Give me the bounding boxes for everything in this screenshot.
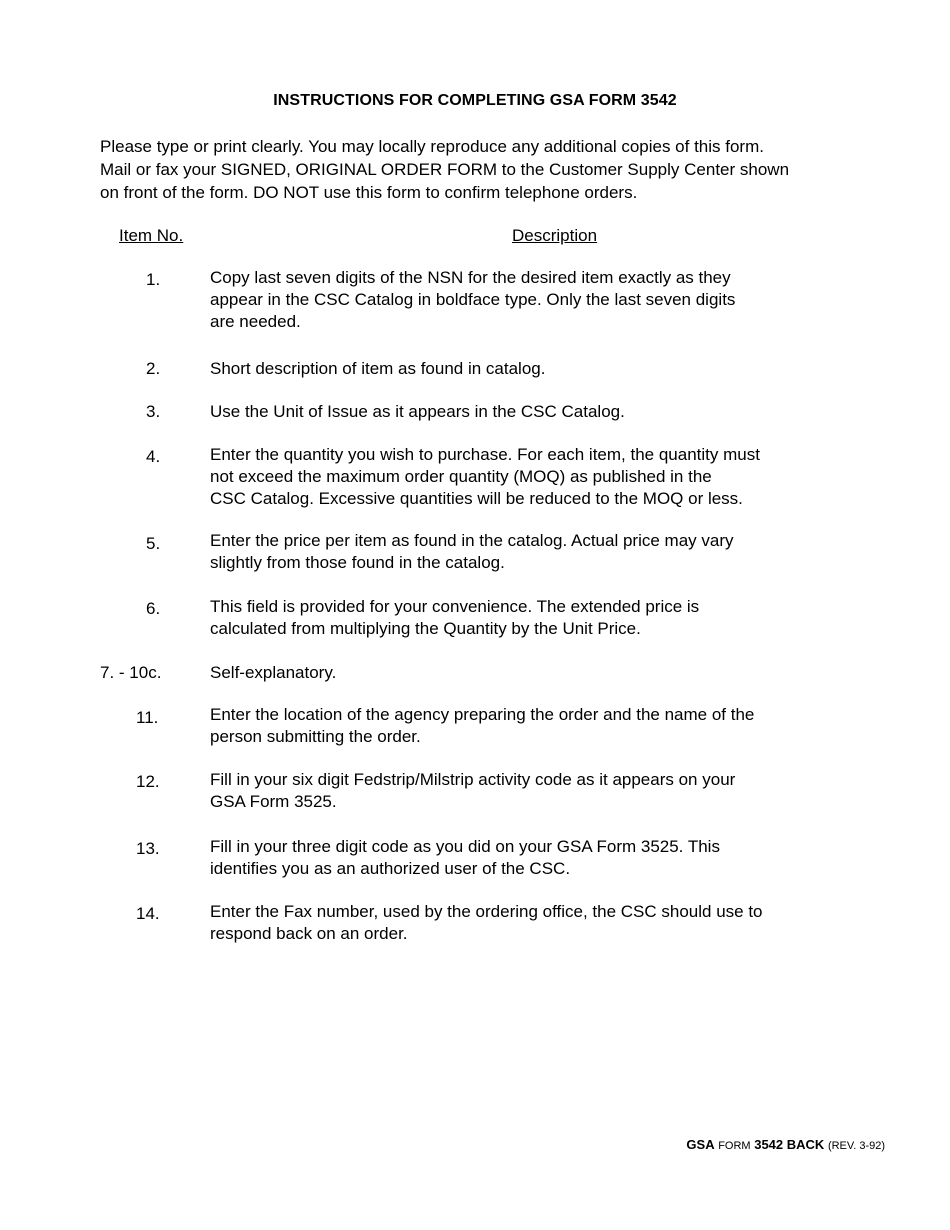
item-number: 2. — [146, 359, 161, 378]
item-number: 13. — [136, 839, 160, 858]
description-line: Use the Unit of Issue as it appears in the CSC Catalog. — [210, 402, 625, 421]
description-line: Enter the Fax number, used by the ordering office, the CSC should use to — [210, 902, 763, 921]
description-line: Self-explanatory. — [210, 663, 337, 682]
footer-revision: (REV. 3-92) — [827, 1140, 885, 1152]
page-title: INSTRUCTIONS FOR COMPLETING GSA FORM 3542 — [273, 92, 677, 109]
item-number: 4. — [146, 447, 161, 466]
item-number: 5. — [146, 534, 161, 553]
item-number: 7. - 10c. — [100, 663, 162, 682]
footer-form-label: FORM — [718, 1140, 751, 1152]
item-number: 11. — [136, 708, 159, 727]
item-description — [210, 769, 850, 813]
form-footer — [686, 1137, 885, 1152]
description-line: slightly from those found in the catalog. — [210, 553, 505, 572]
intro-line: on front of the form. DO NOT use this form to confirm telephone orders. — [100, 183, 638, 202]
description-header: Description — [512, 226, 598, 245]
item-number: 12. — [136, 772, 160, 791]
description-line: are needed. — [210, 312, 301, 331]
item-description — [210, 901, 850, 945]
item-description — [210, 836, 850, 880]
item-description — [210, 530, 850, 574]
item-no-header: Item No. — [119, 226, 184, 245]
item-number: 3. — [146, 402, 161, 421]
description-line: Enter the price per item as found in the catalog. Actual price may vary — [210, 531, 734, 550]
item-description — [210, 444, 850, 510]
description-line: identifies you as an authorized user of the CSC. — [210, 859, 571, 878]
item-number: 6. — [146, 599, 161, 618]
description-line: Enter the location of the agency preparing the order and the name of the — [210, 705, 755, 724]
footer-agency: GSA — [686, 1137, 715, 1152]
item-number: 1. — [146, 270, 161, 289]
item-description — [210, 662, 850, 684]
description-line: CSC Catalog. Excessive quantities will be reduced to the MOQ or less. — [210, 489, 743, 508]
item-description — [210, 267, 850, 333]
description-line: respond back on an order. — [210, 924, 408, 943]
intro-line: Mail or fax your SIGNED, ORIGINAL ORDER FORM to the Customer Supply Center shown — [100, 160, 790, 179]
intro-paragraph — [100, 135, 900, 204]
item-description — [210, 401, 850, 423]
description-line: not exceed the maximum order quantity (MOQ) as published in the — [210, 467, 712, 486]
description-line: This field is provided for your convenience. The extended price is — [210, 597, 700, 616]
description-line: Fill in your three digit code as you did on your GSA Form 3525. This — [210, 837, 720, 856]
footer-form-number: 3542 BACK — [754, 1137, 825, 1152]
description-line: calculated from multiplying the Quantity by the Unit Price. — [210, 619, 641, 638]
item-description — [210, 704, 850, 748]
item-number: 14. — [136, 904, 160, 923]
description-line: GSA Form 3525. — [210, 792, 337, 811]
description-line: Copy last seven digits of the NSN for the desired item exactly as they — [210, 268, 731, 287]
intro-line: Please type or print clearly. You may locally reproduce any additional copies of this form. — [100, 137, 764, 156]
description-line: appear in the CSC Catalog in boldface type. Only the last seven digits — [210, 290, 736, 309]
description-line: Short description of item as found in catalog. — [210, 359, 546, 378]
item-description — [210, 358, 850, 380]
description-line: person submitting the order. — [210, 727, 421, 746]
item-description — [210, 596, 850, 640]
description-line: Enter the quantity you wish to purchase. For each item, the quantity must — [210, 445, 760, 464]
description-line: Fill in your six digit Fedstrip/Milstrip activity code as it appears on your — [210, 770, 736, 789]
